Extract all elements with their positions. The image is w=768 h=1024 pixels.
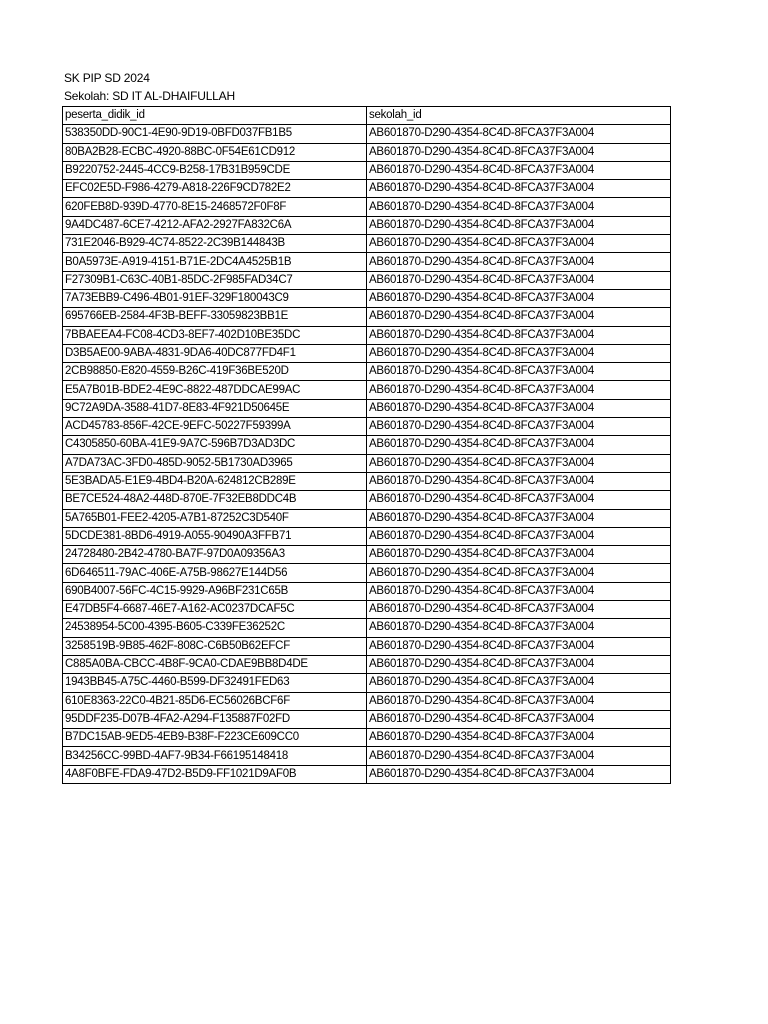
- cell-peserta-didik-id: A7DA73AC-3FD0-485D-9052-5B1730AD3965: [63, 454, 367, 472]
- table-row: [63, 253, 671, 271]
- cell-sekolah-id: AB601870-D290-4354-8C4D-8FCA37F3A004: [367, 253, 671, 271]
- cell-peserta-didik-id: 6D646511-79AC-406E-A75B-98627E144D56: [63, 564, 367, 582]
- cell-sekolah-id: AB601870-D290-4354-8C4D-8FCA37F3A004: [367, 418, 671, 436]
- cell-sekolah-id: AB601870-D290-4354-8C4D-8FCA37F3A004: [367, 710, 671, 728]
- table-row: [63, 180, 671, 198]
- cell-sekolah-id: AB601870-D290-4354-8C4D-8FCA37F3A004: [367, 180, 671, 198]
- cell-peserta-didik-id: 7A73EBB9-C496-4B01-91EF-329F180043C9: [63, 289, 367, 307]
- table-row: [63, 601, 671, 619]
- table-row: [63, 491, 671, 509]
- cell-peserta-didik-id: E47DB5F4-6687-46E7-A162-AC0237DCAF5C: [63, 601, 367, 619]
- cell-sekolah-id: AB601870-D290-4354-8C4D-8FCA37F3A004: [367, 527, 671, 545]
- cell-sekolah-id: AB601870-D290-4354-8C4D-8FCA37F3A004: [367, 564, 671, 582]
- table-row: [63, 271, 671, 289]
- table-row: [63, 125, 671, 143]
- cell-peserta-didik-id: B34256CC-99BD-4AF7-9B34-F66195148418: [63, 747, 367, 765]
- cell-peserta-didik-id: 7BBAEEA4-FC08-4CD3-8EF7-402D10BE35DC: [63, 326, 367, 344]
- cell-sekolah-id: AB601870-D290-4354-8C4D-8FCA37F3A004: [367, 198, 671, 216]
- table-row: [63, 198, 671, 216]
- cell-peserta-didik-id: 4A8F0BFE-FDA9-47D2-B5D9-FF1021D9AF0B: [63, 765, 367, 783]
- table-row: [63, 710, 671, 728]
- table-row: [63, 161, 671, 179]
- cell-sekolah-id: AB601870-D290-4354-8C4D-8FCA37F3A004: [367, 729, 671, 747]
- cell-sekolah-id: AB601870-D290-4354-8C4D-8FCA37F3A004: [367, 399, 671, 417]
- cell-peserta-didik-id: C4305850-60BA-41E9-9A7C-596B7D3AD3DC: [63, 436, 367, 454]
- cell-sekolah-id: AB601870-D290-4354-8C4D-8FCA37F3A004: [367, 363, 671, 381]
- cell-peserta-didik-id: ACD45783-856F-42CE-9EFC-50227F59399A: [63, 418, 367, 436]
- cell-peserta-didik-id: 2CB98850-E820-4559-B26C-419F36BE520D: [63, 363, 367, 381]
- cell-peserta-didik-id: 80BA2B28-ECBC-4920-88BC-0F54E61CD912: [63, 143, 367, 161]
- cell-peserta-didik-id: 9C72A9DA-3588-41D7-8E83-4F921D50645E: [63, 399, 367, 417]
- cell-sekolah-id: AB601870-D290-4354-8C4D-8FCA37F3A004: [367, 216, 671, 234]
- cell-sekolah-id: AB601870-D290-4354-8C4D-8FCA37F3A004: [367, 143, 671, 161]
- cell-peserta-didik-id: 610E8363-22C0-4B21-85D6-EC56026BCF6F: [63, 692, 367, 710]
- table-row: [63, 143, 671, 161]
- cell-peserta-didik-id: 24538954-5C00-4395-B605-C339FE36252C: [63, 619, 367, 637]
- cell-peserta-didik-id: D3B5AE00-9ABA-4831-9DA6-40DC877FD4F1: [63, 344, 367, 362]
- document-title: SK PIP SD 2024: [64, 71, 150, 85]
- cell-sekolah-id: AB601870-D290-4354-8C4D-8FCA37F3A004: [367, 601, 671, 619]
- cell-sekolah-id: AB601870-D290-4354-8C4D-8FCA37F3A004: [367, 546, 671, 564]
- table-row: [63, 747, 671, 765]
- cell-peserta-didik-id: 1943BB45-A75C-4460-B599-DF32491FED63: [63, 674, 367, 692]
- cell-peserta-didik-id: E5A7B01B-BDE2-4E9C-8822-487DDCAE99AC: [63, 381, 367, 399]
- table-row: [63, 344, 671, 362]
- column-header-sekolah-id: sekolah_id: [367, 107, 671, 125]
- table-row: [63, 363, 671, 381]
- cell-peserta-didik-id: 3258519B-9B85-462F-808C-C6B50B62EFCF: [63, 637, 367, 655]
- cell-sekolah-id: AB601870-D290-4354-8C4D-8FCA37F3A004: [367, 491, 671, 509]
- cell-peserta-didik-id: 5DCDE381-8BD6-4919-A055-90490A3FFB71: [63, 527, 367, 545]
- column-header-peserta-didik-id: peserta_didik_id: [63, 107, 367, 125]
- table-row: [63, 729, 671, 747]
- cell-peserta-didik-id: 731E2046-B929-4C74-8522-2C39B144843B: [63, 235, 367, 253]
- table-row: [63, 235, 671, 253]
- school-name-line: Sekolah: SD IT AL-DHAIFULLAH: [64, 89, 235, 103]
- cell-peserta-didik-id: 5A765B01-FEE2-4205-A7B1-87252C3D540F: [63, 509, 367, 527]
- table-row: [63, 619, 671, 637]
- table-row: [63, 289, 671, 307]
- table-row: [63, 436, 671, 454]
- cell-sekolah-id: AB601870-D290-4354-8C4D-8FCA37F3A004: [367, 381, 671, 399]
- cell-peserta-didik-id: 9A4DC487-6CE7-4212-AFA2-2927FA832C6A: [63, 216, 367, 234]
- cell-peserta-didik-id: 690B4007-56FC-4C15-9929-A96BF231C65B: [63, 582, 367, 600]
- cell-sekolah-id: AB601870-D290-4354-8C4D-8FCA37F3A004: [367, 747, 671, 765]
- cell-sekolah-id: AB601870-D290-4354-8C4D-8FCA37F3A004: [367, 161, 671, 179]
- table-row: [63, 509, 671, 527]
- table-row: [63, 454, 671, 472]
- table-header-row: [63, 107, 671, 125]
- table-row: [63, 472, 671, 490]
- table-row: [63, 674, 671, 692]
- cell-peserta-didik-id: C885A0BA-CBCC-4B8F-9CA0-CDAE9BB8D4DE: [63, 655, 367, 673]
- table-row: [63, 692, 671, 710]
- cell-sekolah-id: AB601870-D290-4354-8C4D-8FCA37F3A004: [367, 235, 671, 253]
- cell-peserta-didik-id: B0A5973E-A919-4151-B71E-2DC4A4525B1B: [63, 253, 367, 271]
- cell-sekolah-id: AB601870-D290-4354-8C4D-8FCA37F3A004: [367, 765, 671, 783]
- student-id-table: [62, 106, 671, 784]
- cell-sekolah-id: AB601870-D290-4354-8C4D-8FCA37F3A004: [367, 582, 671, 600]
- table-row: [63, 564, 671, 582]
- cell-sekolah-id: AB601870-D290-4354-8C4D-8FCA37F3A004: [367, 509, 671, 527]
- table-row: [63, 765, 671, 783]
- cell-sekolah-id: AB601870-D290-4354-8C4D-8FCA37F3A004: [367, 326, 671, 344]
- table-row: [63, 381, 671, 399]
- cell-peserta-didik-id: BE7CE524-48A2-448D-870E-7F32EB8DDC4B: [63, 491, 367, 509]
- cell-sekolah-id: AB601870-D290-4354-8C4D-8FCA37F3A004: [367, 619, 671, 637]
- table-row: [63, 418, 671, 436]
- cell-peserta-didik-id: F27309B1-C63C-40B1-85DC-2F985FAD34C7: [63, 271, 367, 289]
- cell-sekolah-id: AB601870-D290-4354-8C4D-8FCA37F3A004: [367, 454, 671, 472]
- cell-sekolah-id: AB601870-D290-4354-8C4D-8FCA37F3A004: [367, 637, 671, 655]
- table-row: [63, 527, 671, 545]
- cell-peserta-didik-id: 24728480-2B42-4780-BA7F-97D0A09356A3: [63, 546, 367, 564]
- cell-peserta-didik-id: 620FEB8D-939D-4770-8E15-2468572F0F8F: [63, 198, 367, 216]
- cell-peserta-didik-id: EFC02E5D-F986-4279-A818-226F9CD782E2: [63, 180, 367, 198]
- cell-peserta-didik-id: 95DDF235-D07B-4FA2-A294-F135887F02FD: [63, 710, 367, 728]
- table-row: [63, 655, 671, 673]
- cell-sekolah-id: AB601870-D290-4354-8C4D-8FCA37F3A004: [367, 472, 671, 490]
- table-body: [63, 125, 671, 784]
- cell-sekolah-id: AB601870-D290-4354-8C4D-8FCA37F3A004: [367, 655, 671, 673]
- cell-sekolah-id: AB601870-D290-4354-8C4D-8FCA37F3A004: [367, 344, 671, 362]
- cell-sekolah-id: AB601870-D290-4354-8C4D-8FCA37F3A004: [367, 289, 671, 307]
- table-row: [63, 546, 671, 564]
- cell-sekolah-id: AB601870-D290-4354-8C4D-8FCA37F3A004: [367, 692, 671, 710]
- table-row: [63, 637, 671, 655]
- table-row: [63, 216, 671, 234]
- cell-peserta-didik-id: 5E3BADA5-E1E9-4BD4-B20A-624812CB289E: [63, 472, 367, 490]
- table-row: [63, 308, 671, 326]
- cell-peserta-didik-id: B9220752-2445-4CC9-B258-17B31B959CDE: [63, 161, 367, 179]
- table-row: [63, 399, 671, 417]
- cell-sekolah-id: AB601870-D290-4354-8C4D-8FCA37F3A004: [367, 436, 671, 454]
- cell-peserta-didik-id: 538350DD-90C1-4E90-9D19-0BFD037FB1B5: [63, 125, 367, 143]
- cell-peserta-didik-id: 695766EB-2584-4F3B-BEFF-33059823BB1E: [63, 308, 367, 326]
- cell-sekolah-id: AB601870-D290-4354-8C4D-8FCA37F3A004: [367, 674, 671, 692]
- cell-sekolah-id: AB601870-D290-4354-8C4D-8FCA37F3A004: [367, 271, 671, 289]
- table-row: [63, 582, 671, 600]
- cell-sekolah-id: AB601870-D290-4354-8C4D-8FCA37F3A004: [367, 308, 671, 326]
- cell-sekolah-id: AB601870-D290-4354-8C4D-8FCA37F3A004: [367, 125, 671, 143]
- cell-peserta-didik-id: B7DC15AB-9ED5-4EB9-B38F-F223CE609CC0: [63, 729, 367, 747]
- table-row: [63, 326, 671, 344]
